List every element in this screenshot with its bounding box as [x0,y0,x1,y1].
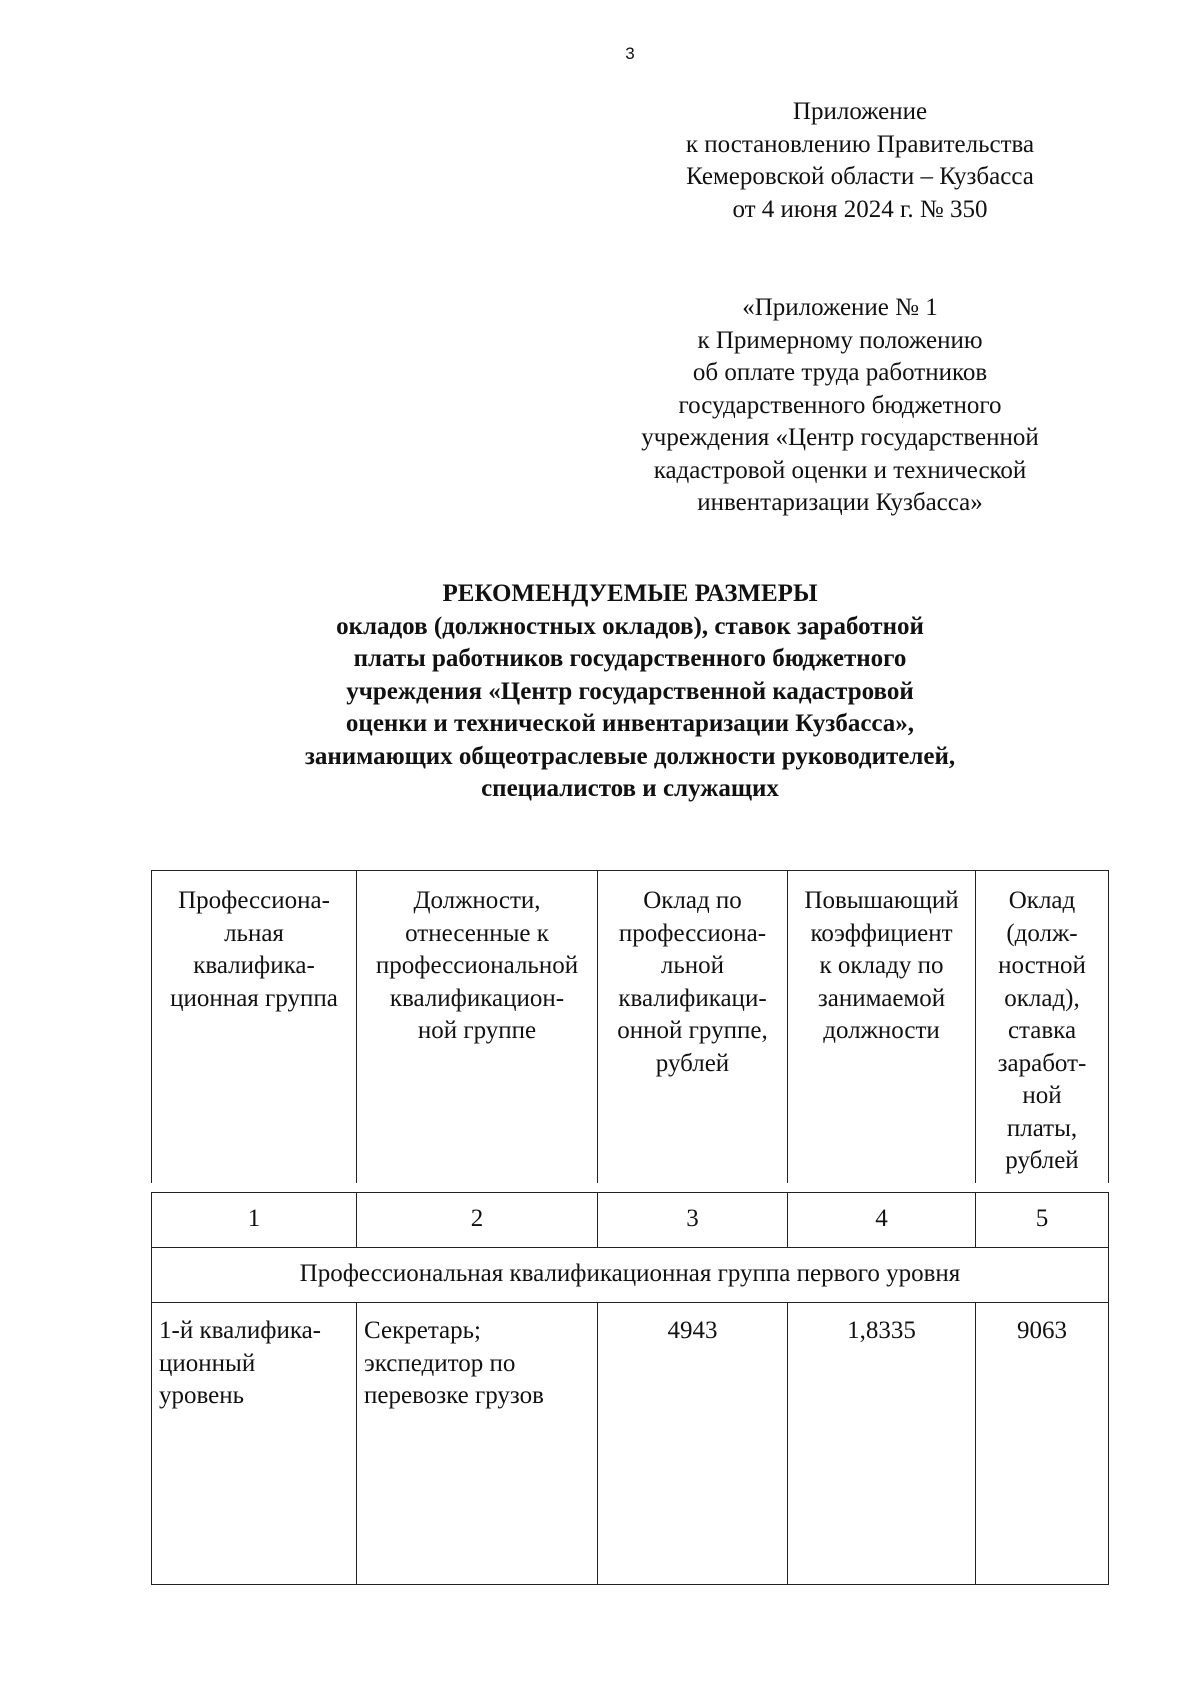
header-qualification-group: Профессиона- льная квалифика- ционная группа [152,871,357,1183]
appendix-line: от 4 июня 2024 г. № 350 [732,195,988,223]
group-title: Профессиональная квалификационная группа первого уровня [152,1248,1109,1303]
column-number: 1 [152,1193,357,1248]
appendix-line: кадастровой оценки и технической [653,456,1027,484]
title-line: занимающих общеотраслевые должности руководителей, [304,742,956,770]
header-positions: Должности, отнесенные к профессиональной квалификацион- ной группе [357,871,598,1183]
cell-positions: Секретарь; экспедитор по перевозке грузов [357,1303,598,1585]
header-salary: Оклад (долж- ностной оклад), ставка заработ- ной платы, рублей [976,871,1109,1183]
column-number: 3 [598,1193,788,1248]
cell-level: 1-й квалифика- ционный уровень [152,1303,357,1585]
appendix-line: к постановлению Правительства [685,130,1035,158]
title-line: учреждения «Центр государственной кадастровой [346,677,914,705]
appendix-sub-caption [600,292,1080,520]
cell-salary: 9063 [976,1303,1109,1585]
appendix-line: инвентаризации Кузбасса» [697,489,983,516]
appendix-line: Приложение [792,98,928,125]
table-gap-cell [598,1183,788,1193]
column-number: 4 [788,1193,976,1248]
salary-table [151,870,1109,1585]
header-base-salary: Оклад по профессиона- льной квалификаци- онной группе, рублей [598,871,788,1183]
appendix-line: учреждения «Центр государственной [641,424,1039,451]
table-gap-cell [976,1183,1109,1193]
header-coefficient: Повышающий коэффициент к окладу по занимаемой должности [788,871,976,1183]
appendix-line: к Примерному положению [697,326,983,354]
title-line: платы работников государственного бюджетного [353,645,907,672]
column-number: 2 [357,1193,598,1248]
appendix-line: «Приложение № 1 [742,294,938,321]
table-gap-cell [788,1183,976,1193]
group-title-row [152,1248,1109,1303]
table-gap-cell [152,1183,357,1193]
appendix-main-caption [640,96,1080,226]
appendix-line: Кемеровской области – Кузбасса [686,163,1034,190]
table-header-row [152,871,1109,1183]
title-line: окладов (должностных окладов), ставок заработной [336,612,924,640]
cell-base-salary: 4943 [598,1303,788,1585]
column-number: 5 [976,1193,1109,1248]
document-title [150,578,1110,806]
column-number-row [152,1193,1109,1248]
appendix-line: государственного бюджетного [678,391,1002,419]
cell-coefficient: 1,8335 [788,1303,976,1585]
table-gap-cell [357,1183,598,1193]
title-heading: РЕКОМЕНДУЕМЫЕ РАЗМЕРЫ [442,580,818,607]
appendix-line: об оплате труда работников [692,359,988,386]
page-number: 3 [625,44,635,63]
table-row [152,1303,1109,1585]
table-gap-row [152,1183,1109,1193]
title-line: оценки и технической инвентаризации Кузбасса», [345,710,915,737]
title-line: специалистов и служащих [481,775,779,802]
